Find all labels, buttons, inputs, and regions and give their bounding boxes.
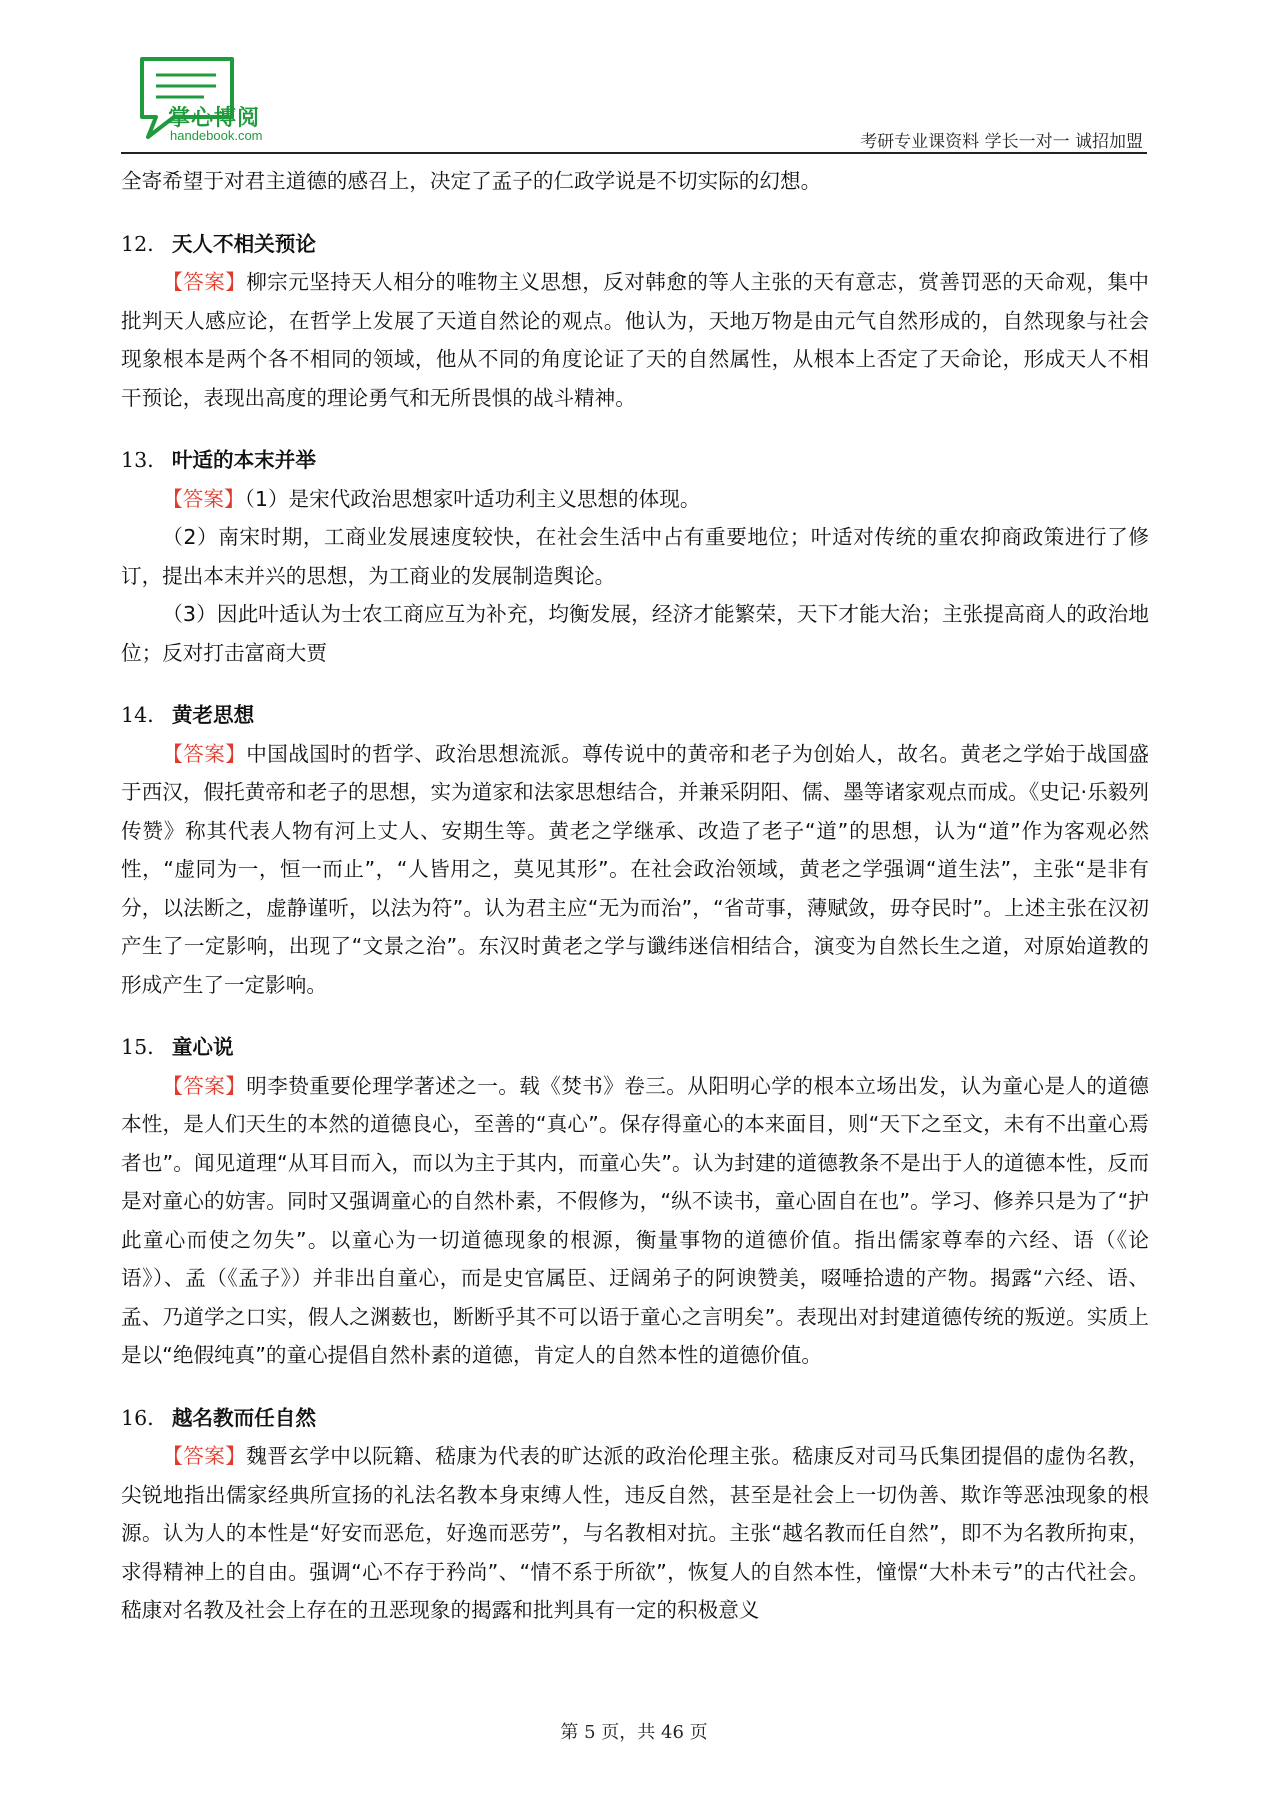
answer-paragraph-13-1 xyxy=(121,480,1149,519)
question-title: 天人不相关预论 xyxy=(171,231,316,256)
continuation-paragraph: 全寄希望于对君主道德的感召上，决定了孟子的仁政学说是不切实际的幻想。 xyxy=(121,169,822,193)
question-number: 13． xyxy=(121,448,168,472)
question-heading-15 xyxy=(121,1028,1149,1067)
answer-label: 【答案】 xyxy=(162,741,247,766)
question-number: 14． xyxy=(121,703,168,727)
answer-label: 【答案】 xyxy=(162,270,247,294)
logo-brand-name: 掌心博阅 xyxy=(168,106,261,131)
question-title: 越名教而任自然 xyxy=(171,1405,316,1430)
page-number: 第 5 页，共 46 页 xyxy=(560,1722,708,1743)
answer-text: 柳宗元坚持天人相分的唯物主义思想，反对韩愈的等人主张的天有意志，赏善罚恶的天命观，集中批判天人感应论，在哲学上发展了天道自然论的观点。他认为，天地万物是由元气自然形成的，自然现象与社会现象根本是两个各不相同的领域，他从不同的角度论证了天的自然属性，从根本上否定了天命论，形成天人不相干预论，表现出高度的理论勇气和无所畏惧的战斗精神。 xyxy=(121,270,1150,410)
logo-url: handebook.com xyxy=(170,128,263,143)
question-title: 童心说 xyxy=(171,1035,234,1059)
question-heading-12 xyxy=(121,225,1149,264)
document-body xyxy=(121,162,1149,1630)
section-gap xyxy=(121,201,1149,225)
question-number: 12． xyxy=(121,231,168,256)
answer-paragraph-12 xyxy=(121,263,1149,417)
answer-paragraph-13-2: （2）南宋时期，工商业发展速度较快，在社会生活中占有重要地位；叶适对传统的重农抑商政策进行了修订，提出本末并兴的思想，为工商业的发展制造舆论。 xyxy=(121,525,1149,588)
header-divider xyxy=(121,152,1147,154)
section-gap xyxy=(121,417,1149,441)
answer-label: 【答案】 xyxy=(162,1444,247,1468)
answer-text: 中国战国时的哲学、政治思想流派。尊传说中的黄帝和老子为创始人，故名。黄老之学始于战国盛于西汉，假托黄帝和老子的思想，实为道家和法家思想结合，并兼采阴阳、儒、墨等诸家观点而成。《史记·乐毅列传赞》称其代表人物有河上丈人、安期生等。黄老之学继承、改造了老子“道”的思想，认为“道”作为客观必然性，“虚同为一，恒一而止”，“人皆用之，莫见其形”。在社会政治领域，黄老之学强调“道生法”，主张“是非有分，以法断之，虚静谨听，以法为符”。认为君主应“无为而治”，“省苛事，薄赋敛，毋夺民时”。上述主张在汉初产生了一定影响，出现了“文景之治”。东汉时黄老之学与谶纬迷信相结合，演变为自然长生之道，对原始道教的形成产生了一定影响。 xyxy=(121,741,1150,997)
answer-paragraph-13-3: （3）因此叶适认为士农工商应互为补充，均衡发展，经济才能繁荣，天下才能大治；主张提高商人的政治地位；反对打击富商大贾 xyxy=(121,602,1149,665)
question-title: 黄老思想 xyxy=(171,703,255,727)
question-heading-14 xyxy=(121,696,1149,735)
header-tagline: 考研专业课资料 学长一对一 诚招加盟 xyxy=(860,132,1143,152)
section-gap xyxy=(121,1004,1149,1028)
question-number: 15． xyxy=(121,1035,168,1059)
section-gap xyxy=(121,1375,1149,1399)
answer-text: 魏晋玄学中以阮籍、嵇康为代表的旷达派的政治伦理主张。嵇康反对司马氏集团提倡的虚伪名教，尖锐地指出儒家经典所宣扬的礼法名教本身束缚人性，违反自然，甚至是社会上一切伪善、欺诈等恶浊现象的根源。认为人的本性是“好安而恶危，好逸而恶劳”，与名教相对抗。主张“越名教而任自然”，即不为名教所拘束，求得精神上的自由。强调“心不存于矜尚”、“情不系于所欲”，恢复人的自然本性，憧憬“大朴未亏”的古代社会。嵇康对名教及社会上存在的丑恶现象的揭露和批判具有一定的积极意义 xyxy=(121,1444,1150,1622)
answer-paragraph-14 xyxy=(121,735,1149,1005)
question-heading-16 xyxy=(121,1399,1149,1438)
answer-label: 【答案】 xyxy=(162,1073,247,1098)
question-title: 叶适的本末并举 xyxy=(171,448,316,472)
section-gap xyxy=(121,672,1149,696)
answer-label: 【答案】 xyxy=(162,486,245,511)
answer-text: （1）是宋代政治思想家叶适功利主义思想的体现。 xyxy=(244,486,701,511)
answer-text: 明李贽重要伦理学著述之一。载《焚书》卷三。从阳明心学的根本立场出发，认为童心是人的道德本性，是人们天生的本然的道德良心，至善的“真心”。保存得童心的本来面目，则“天下之至文，未有不出童心焉者也”。闻见道理“从耳目而入，而以为主于其内，而童心失”。认为封建的道德教条不是出于人的道德本性，反而是对童心的妨害。同时又强调童心的自然朴素，不假修为，“纵不读书，童心固自在也”。学习、修养只是为了“护此童心而使之勿失”。以童心为一切道德现象的根源，衡量事物的道德价值。指出儒家尊奉的六经、语（《论语》）、孟（《孟子》）并非出自童心，而是史官属臣、迂阔弟子的阿谀赞美，啜唾拾遗的产物。揭露“六经、语、孟、乃道学之口实，假人之渊薮也，断断乎其不可以语于童心之言明矣”。表现出对封建道德传统的叛逆。实质上是以“绝假纯真”的童心提倡自然朴素的道德，肯定人的自然本性的道德价值。 xyxy=(121,1073,1150,1367)
question-heading-13 xyxy=(121,441,1149,480)
answer-paragraph-16 xyxy=(121,1437,1149,1630)
answer-paragraph-15 xyxy=(121,1067,1149,1375)
question-number: 16． xyxy=(121,1405,168,1430)
